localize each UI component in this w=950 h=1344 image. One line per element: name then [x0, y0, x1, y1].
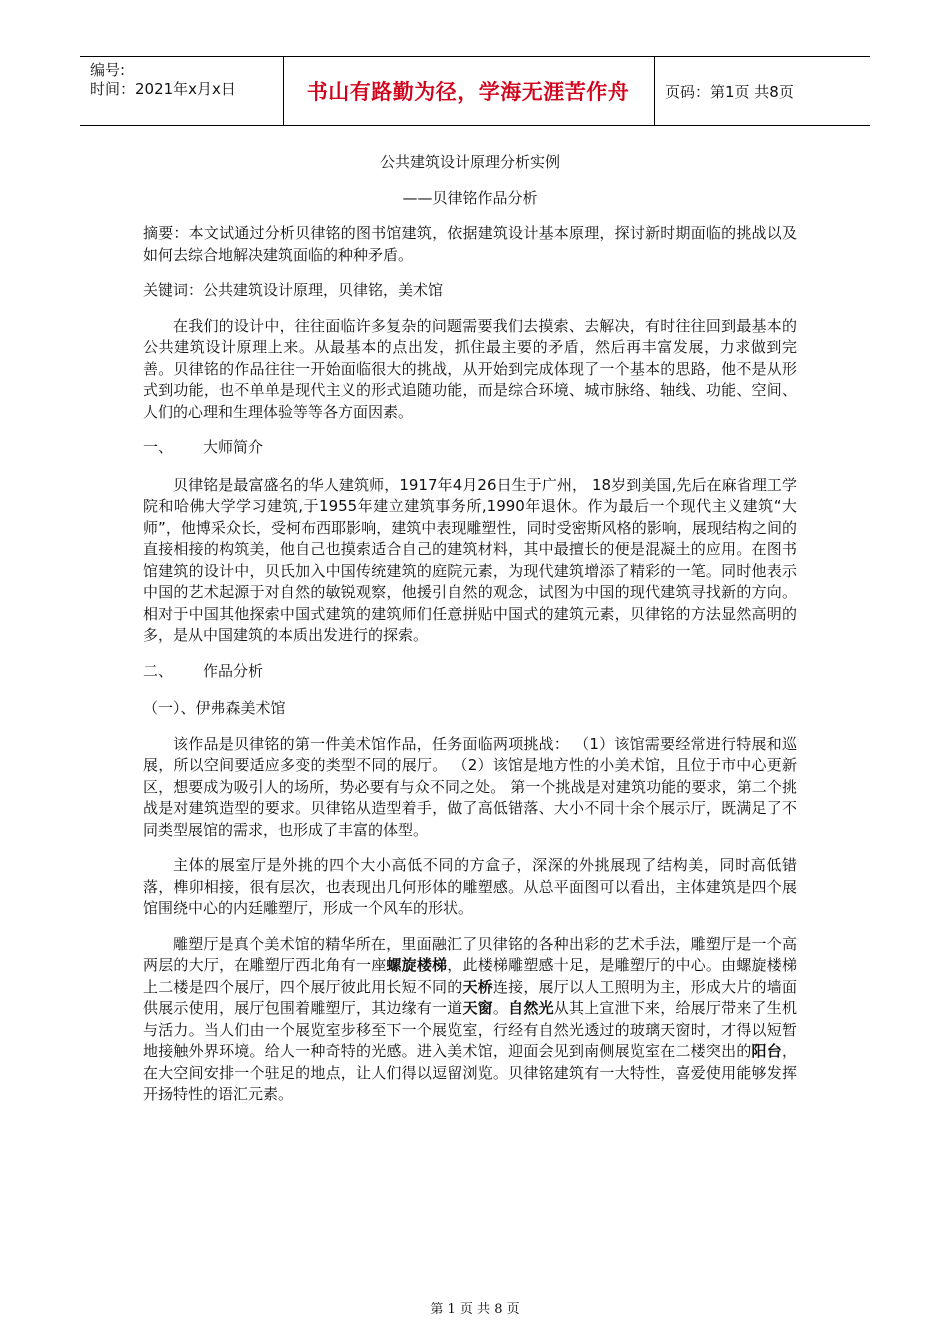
text-run: ，此楼梯雕塑感十足，是雕塑厅的中心。由螺旋楼梯上二楼是四个展厅，四个展厅彼此用长短不同的 [143, 956, 797, 996]
keywords-paragraph: 关键词：公共建筑设计原理，贝律铭，美术馆 [143, 281, 444, 299]
intro-paragraph: 在我们的设计中，往往面临许多复杂的问题需要我们去摸索、去解决，有时往往回到最基本的公共建筑设计原理上来。从最基本的点出发，抓住最主要的矛盾，然后再丰富发展，力求做到完善。贝律铭的作品往往一开始面临很大的挑战，从开始到完成体现了一个基本的思路，他不是从形式到功能，也不单单是现代主义的形式追随功能，而是综合环境、城市脉络、轴线、功能、空间、人们的心理和生理体验等等各方面因素。 [143, 316, 797, 421]
article-subtitle: ——贝律铭作品分析 [402, 188, 538, 207]
header-meta [90, 61, 280, 99]
article-title: 公共建筑设计原理分析实例 [379, 153, 560, 171]
article-body [143, 152, 797, 1120]
section-number: 二、 [143, 661, 174, 680]
abstract-paragraph: 摘要：本文试通过分析贝律铭的图书馆建筑，依据建筑设计基本原理，探讨新时期面临的挑战以及如何去综合地解决建筑面临的种种矛盾。 [143, 224, 797, 264]
body-paragraph: 该作品是贝律铭的第一件美术馆作品，任务面临两项挑战： （1）该馆需要经常进行特展和巡展，所以空间要适应多变的类型不同的展厅。 （2）该馆是地方性的小美术馆，且位于市中心更新区，想要成为吸引人的场所，势必要有与众不同之处。 第一个挑战是对建筑功能的要求，第二个挑战是对建筑造型的要求。贝律铭从造型着手，做了高低错落、大小不同十余个展示厅，既满足了不同类型展馆的需求，也形成了丰富的体型。 [143, 734, 797, 839]
bold-term: 阳台 [751, 1042, 782, 1060]
bold-term: 螺旋楼梯 [386, 956, 448, 974]
header-motto: 书山有路勤为径，学海无涯苦作舟 [306, 80, 630, 104]
section-title: 作品分析 [203, 661, 264, 680]
section-heading [143, 437, 797, 459]
section-title: 大师简介 [203, 438, 264, 456]
header-table [80, 56, 870, 126]
body-paragraph [143, 934, 797, 1106]
body-paragraph: 主体的展室厅是外挑的四个大小高低不同的方盒子，深深的外挑展现了结构美，同时高低错落，榫卯相接，很有层次，也表现出几何形体的雕塑感。从总平面图可以看出，主体建筑是四个展馆围绕中心的内廷雕塑厅，形成一个风车的形状。 [143, 856, 797, 917]
text-run: 连接，展厅以人工照明为主，形成大片的墙面供展示使用，展厅包围着雕塑厅，其边缘有一道 [143, 977, 797, 1017]
bold-term: 天桥 [462, 977, 493, 996]
text-run: ，在大空间安排一个驻足的地点，让人们得以逗留浏览。贝律铭建筑有一大特性，喜爱使用能够发挥开扬特性的语汇元素。 [143, 1042, 797, 1103]
section-heading [143, 661, 797, 683]
header-divider [654, 57, 655, 125]
text-run: 雕塑厅是真个美术馆的精华所在，里面融汇了贝律铭的各种出彩的艺术手法，雕塑厅是一个高两层的大厅，在雕塑厅西北角有一座 [143, 934, 797, 974]
header-page-info: 页码：第1页 共8页 [665, 82, 794, 101]
text-run: 。 [492, 999, 509, 1017]
text-run: 从其上宣泄下来，给展厅带来了生机与活力。当人们由一个展览室步移至下一个展览室，行经有自然光透过的玻璃天窗时，才得以短暂地接触外界环境。给人一种奇特的光感。进入美术馆，迎面会见到南侧展览室在二楼突出的 [143, 999, 797, 1060]
bold-term: 天窗 [462, 999, 493, 1017]
bold-term: 自然光 [508, 999, 554, 1017]
document-date-label: 时间：2021年x月x日 [90, 80, 236, 98]
page-footer: 第 1 页 共 8 页 [430, 1302, 520, 1317]
section-number: 一、 [143, 438, 174, 456]
section1-paragraph: 贝律铭是最富盛名的华人建筑师，1917年4月26日生于广州， 18岁到美国,先后在麻省理工学院和哈佛大学学习建筑,于1955年建立建筑事务所,1990年退休。作为最后一个现代主义建筑“大师”，他博采众长，受柯布西耶影响，建筑中表现雕塑性，同时受密斯风格的影响，展现结构之间的直接相接的构筑美，他自己也摸索适合自己的建筑材料，其中最擅长的便是混凝土的应用。在图书馆建筑的设计中，贝氏加入中国传统建筑的庭院元素，为现代建筑增添了精彩的一笔。同时他表示中国的艺术起源于对自然的敏锐观察，他援引自然的观念，试图为中国的现代建筑寻找新的方向。相对于中国其他探索中国式建筑的建筑师们任意拼贴中国式的建筑元素，贝律铭的方法显然高明的多，是从中国建筑的本质出发进行的探索。 [143, 475, 797, 644]
subsection-title: （一）、伊弗森美术馆 [143, 699, 286, 717]
document-number-label: 编号: [90, 61, 126, 79]
